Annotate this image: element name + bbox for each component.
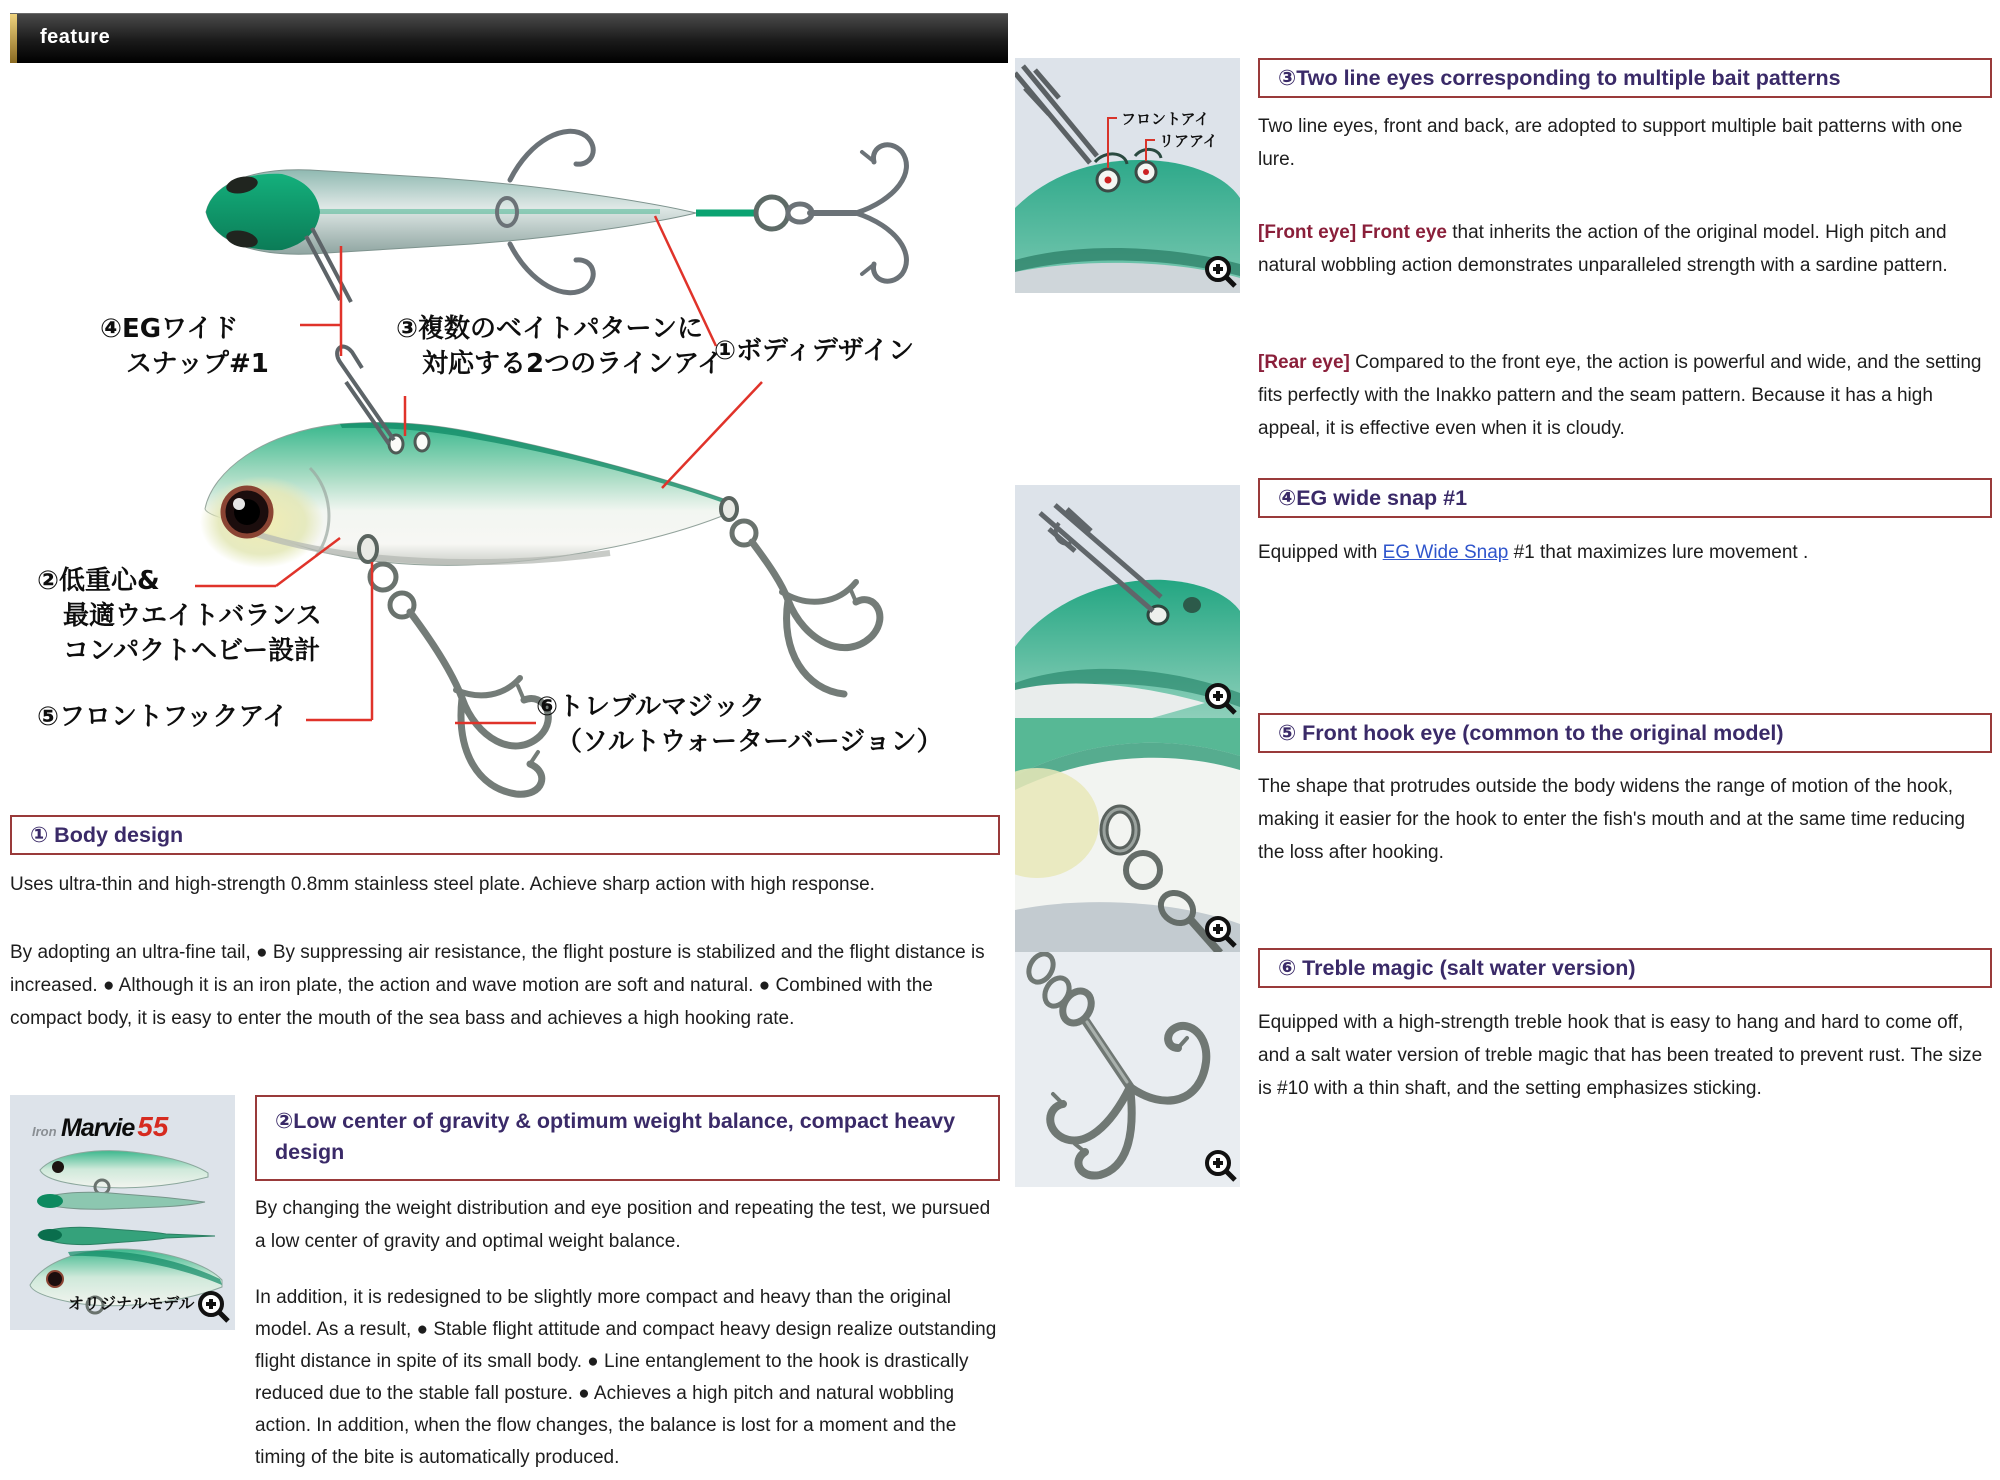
front-hook-eye-thumbnail[interactable]: [1015, 718, 1240, 953]
section-4-text-post: #1 that maximizes lure movement .: [1508, 542, 1809, 563]
section-3-title: ③Two line eyes corresponding to multiple bait patterns: [1278, 65, 1841, 90]
logo-iron-text: Iron: [32, 1124, 57, 1139]
section-4-title: ④EG wide snap #1: [1278, 485, 1468, 510]
section-2-paragraph-1: By changing the weight distribution and eye position and repeating the test, we pursued a low center of gravity and optimal weight balance.: [255, 1198, 991, 1252]
section-5-title: ⑤ Front hook eye (common to the original model): [1278, 720, 1784, 745]
diagram-label-4-eg-wide-snap: ④EGワイド スナップ#1: [100, 314, 269, 379]
diagram-label-2-low-cog: ②低重心& 最適ウエイトバランス コンパクトヘビー設計: [37, 566, 322, 666]
section-5-header: [1258, 713, 1992, 753]
section-2-header: [255, 1095, 1000, 1181]
zoom-icon[interactable]: [1203, 914, 1239, 950]
front-eye-label: フロントアイ: [1121, 110, 1210, 128]
section-1-paragraph-2: By adopting an ultra-fine tail, ● By suppressing air resistance, the flight posture is stabilized and the flight distance is increased. ● Although it is an iron plate, the action and wave motion are soft and natural. ● Combined with the compact body, it is easy to enter the mouth of the sea bass and achieves a high hooking rate.: [10, 942, 985, 1029]
zoom-icon[interactable]: [196, 1289, 232, 1325]
diagram-label-6-treble-magic: ⑥トレブルマジック （ソルトウォーターバージョン）: [536, 692, 943, 757]
line-eyes-thumbnail[interactable]: [1015, 58, 1240, 293]
eg-snap-thumbnail[interactable]: [1015, 485, 1240, 720]
section-3-header: [1258, 58, 1992, 98]
gold-accent-strip: [10, 14, 17, 63]
diagram-label-3-line-eyes: ③複数のベイトパターンに 対応する2つのラインアイ: [396, 314, 723, 379]
feature-bar-label: feature: [40, 26, 111, 48]
section-6-title: ⑥ Treble magic (salt water version): [1278, 955, 1636, 980]
diagram-label-5-front-hook-eye: ⑤フロントフックアイ: [37, 702, 289, 732]
top-view-lure: [206, 131, 906, 302]
zoom-icon[interactable]: [1203, 681, 1239, 717]
section-2-title: ②Low center of gravity & optimum weight balance, compact heavy design: [275, 1109, 956, 1164]
section-4-paragraph: [1258, 536, 1992, 569]
section-1-header: [10, 815, 1000, 855]
eg-wide-snap-link[interactable]: EG Wide Snap: [1382, 542, 1509, 563]
rear-eye-body: Compared to the front eye, the action is powerful and wide, and the setting fits perfectly with the Inakko pattern and the seam pattern. Because it has a high appeal, it is effective even when it is cloudy.: [1258, 352, 1982, 439]
section-6-header: [1258, 948, 1992, 988]
diagram-label-1-body-design: ①ボディデザイン: [714, 336, 915, 366]
section-1-title: ① Body design: [30, 822, 184, 847]
section-5-paragraph: The shape that protrudes outside the body widens the range of motion of the hook, making it easier for the hook to enter the fish's mouth and at the same time reducing the loss after hooking.: [1258, 776, 1966, 863]
zoom-icon[interactable]: [1203, 1148, 1239, 1184]
section-3-front-eye-paragraph: [1258, 216, 1992, 282]
treble-hook-thumbnail[interactable]: [1015, 952, 1240, 1187]
front-eye-body: that inherits the action of the original model. High pitch and natural wobbling action demonstrates unparalleled strength with a sardine pattern.: [1258, 222, 1948, 276]
section-4-text-pre: Equipped with: [1258, 542, 1383, 563]
section-3-paragraph-1: Two line eyes, front and back, are adopted to support multiple bait patterns with one lure.: [1258, 116, 1963, 170]
section-6-paragraph: Equipped with a high-strength treble hook that is easy to hang and hard to come off, and a salt water version of treble magic that has been treated to prevent rust. The size is #10 with a thin shaft, and the setting emphasizes sticking.: [1258, 1012, 1983, 1099]
zoom-icon[interactable]: [1203, 254, 1239, 290]
feature-header-bar: [10, 13, 1008, 63]
rear-eye-heading: [Rear eye]: [1258, 352, 1350, 373]
logo-marvie-text: Marvie: [61, 1114, 135, 1142]
section-3-rear-eye-paragraph: [1258, 346, 1992, 445]
section-2-paragraph-2: In addition, it is redesigned to be slightly more compact and heavy than the original model. As a result, ● Stable flight attitude and compact heavy design realize outstanding flight distance in spite of its small body. ● Line entanglement to the hook is drastically reduced due to the stable fall posture. ● Achieves a high pitch and natural wobbling action. In addition, when the flow changes, the balance is lost for a moment and the timing of the bite is automatically produced.: [255, 1287, 997, 1468]
rear-eye-label: リアアイ: [1159, 132, 1218, 150]
section-1-paragraph-1: Uses ultra-thin and high-strength 0.8mm stainless steel plate. Achieve sharp action with high response.: [10, 874, 875, 895]
logo-55-text: 55: [137, 1111, 169, 1142]
original-model-thumbnail[interactable]: [10, 1095, 235, 1330]
thumbnail-caption: オリジナルモデル: [68, 1294, 195, 1313]
section-4-header: [1258, 478, 1992, 518]
front-eye-heading: [Front eye] Front eye: [1258, 222, 1447, 243]
